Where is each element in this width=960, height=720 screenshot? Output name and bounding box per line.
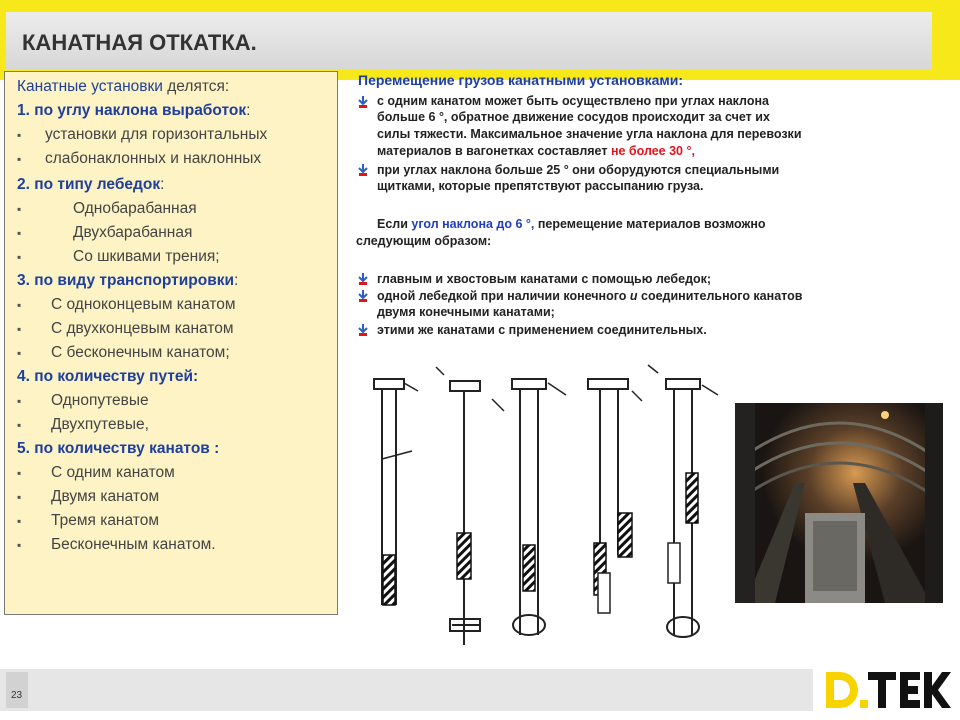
bullet-marker: ▪ — [17, 538, 22, 552]
heading-transport: 3. по виду транспортировки: — [17, 272, 239, 289]
bullet-marker: ▪ — [17, 466, 22, 480]
text-line: при углах наклона больше 25 ° они оборудуются специальными — [377, 163, 780, 177]
text-line: материалов в вагонетках составляет не более 30 °, — [377, 144, 695, 158]
intro-line: Канатные установки делятся: — [17, 78, 230, 95]
list-item: Однопутевые — [51, 392, 149, 409]
list-item: С одним канатом — [51, 464, 175, 481]
list-item: Тремя канатом — [51, 512, 159, 529]
text-line: следующим образом: — [356, 234, 492, 248]
list-item: Однобарабанная — [73, 200, 197, 217]
bullet-arrow-icon — [358, 290, 368, 302]
bullet-arrow-icon — [358, 164, 368, 176]
bullet-marker: ▪ — [17, 514, 22, 528]
right-heading: Перемещение грузов канатными установками: — [358, 72, 683, 88]
footer-band — [0, 669, 813, 711]
bullet-arrow-icon — [358, 273, 368, 285]
text-line: Если угол наклона до 6 °, перемещение материалов возможно — [377, 217, 766, 231]
bullet-marker: ▪ — [17, 226, 22, 240]
heading-winch: 2. по типу лебедок: — [17, 176, 165, 193]
heading-ropes: 5. по количеству канатов : — [17, 440, 220, 457]
text-line: больше 6 °, обратное движение сосудов происходит за счет их — [377, 110, 770, 124]
bullet-marker: ▪ — [17, 346, 22, 360]
list-item: Двухпутевые, — [51, 416, 149, 433]
slide-title: КАНАТНАЯ ОТКАТКА. — [22, 30, 257, 55]
text-line: двумя конечными канатами; — [377, 305, 555, 319]
list-item: Со шкивами трения; — [73, 248, 220, 265]
classification-box — [4, 71, 338, 615]
bullet-arrow-icon — [358, 96, 368, 108]
bullet-marker: ▪ — [17, 418, 22, 432]
bullet-arrow-icon — [358, 324, 368, 336]
text-line: с одним канатом может быть осуществлено при углах наклона — [377, 94, 769, 108]
list-item: Двухбарабанная — [73, 224, 193, 241]
heading-slope: 1. по углу наклона выработок: — [17, 102, 251, 119]
list-item: Бесконечным канатом. — [51, 536, 216, 553]
text-line: щитками, которые препятствуют рассыпанию груза. — [377, 179, 704, 193]
bullet-marker: ▪ — [17, 298, 22, 312]
list-item: С двухконцевым канатом — [51, 320, 234, 337]
list-item: Двумя канатом — [51, 488, 160, 505]
page-number: 23 — [11, 690, 23, 701]
dtek-logo — [822, 666, 952, 714]
list-item: установки для горизонтальных — [45, 126, 268, 143]
bullet-marker: ▪ — [17, 322, 22, 336]
bullet-marker: ▪ — [17, 490, 22, 504]
bullet-marker: ▪ — [17, 394, 22, 408]
text-line: главным и хвостовым канатами с помощью лебедок; — [377, 272, 712, 286]
text-line: этими же канатами с применением соединительных. — [377, 323, 707, 337]
list-item: С бесконечным канатом; — [51, 344, 230, 361]
bullet-marker: ▪ — [17, 152, 22, 166]
text-line: одной лебедкой при наличии конечного и соединительного канатов — [377, 289, 803, 303]
text-line: силы тяжести. Максимальное значение угла наклона для перевозки — [377, 127, 802, 141]
rope-haulage-schemes-drawing — [352, 355, 730, 665]
list-item: С одноконцевым канатом — [51, 296, 236, 313]
list-item: слабонаклонных и наклонных — [45, 150, 262, 167]
bullet-marker: ▪ — [17, 128, 22, 142]
bullet-marker: ▪ — [17, 202, 22, 216]
mine-tunnel-photo — [735, 403, 943, 603]
bullet-marker: ▪ — [17, 250, 22, 264]
heading-tracks: 4. по количеству путей: — [17, 368, 199, 385]
